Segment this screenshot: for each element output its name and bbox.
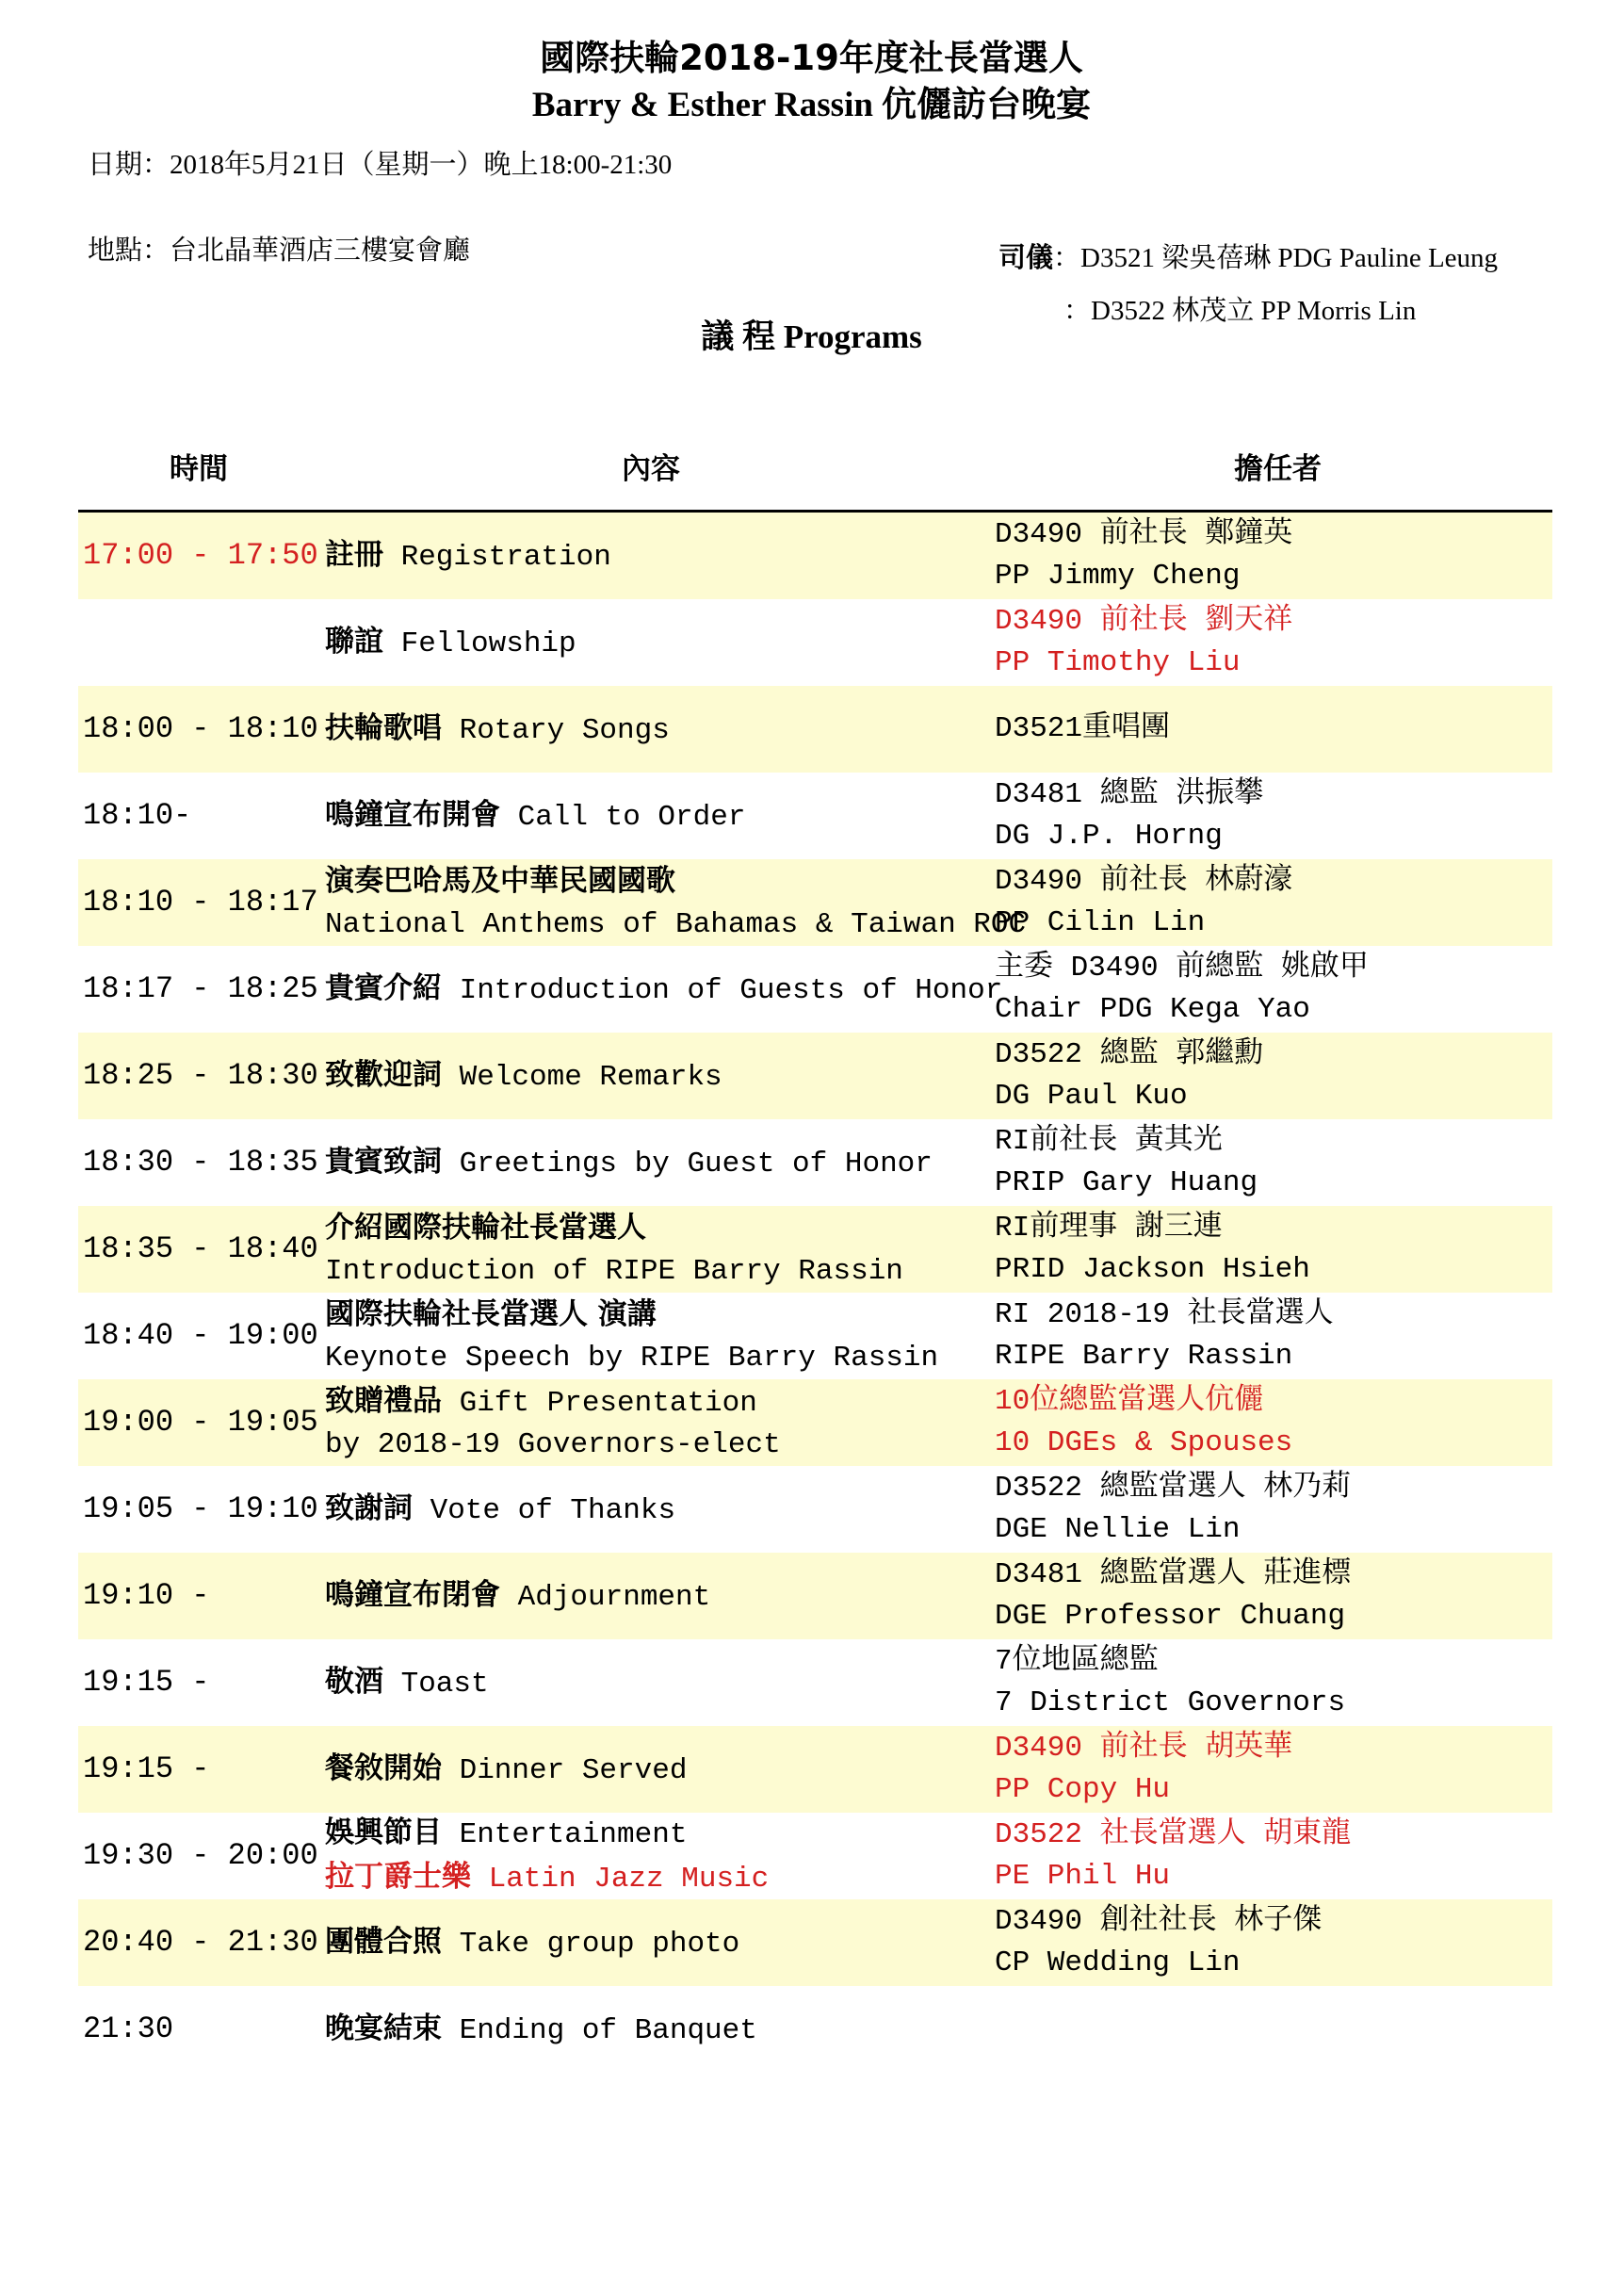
agenda-presenter [995, 1033, 1550, 1119]
agenda-time [83, 1639, 309, 1726]
agenda-content-zh: 娛興節目 [325, 1816, 442, 1849]
agenda-content-zh: 晚宴結束 [325, 2011, 442, 2045]
agenda-time-text: 18:25 - 18:30 [83, 1058, 318, 1093]
agenda-time-text: 18:40 - 19:00 [83, 1318, 318, 1353]
agenda-presenter [995, 686, 1550, 773]
agenda-presenter-line: D3490 前社長 劉天祥 [995, 605, 1293, 638]
agenda-presenter-line: CP Wedding Lin [995, 1946, 1241, 1979]
agenda-presenter [995, 599, 1550, 686]
agenda-content-en: Ending of Banquet [442, 2013, 757, 2047]
agenda-presenter-line: DG Paul Kuo [995, 1080, 1188, 1113]
emcee-2: ：D3522 林茂立 PP Morris Lin [1063, 296, 1417, 326]
agenda-presenter-line: DGE Nellie Lin [995, 1513, 1241, 1546]
agenda-time [83, 1033, 318, 1119]
agenda-content-en: Introduction of Guests of Honor [442, 973, 1003, 1007]
agenda-time-text: 18:30 - 18:35 [83, 1145, 318, 1180]
agenda-presenter-line: 7位地區總監 [995, 1645, 1159, 1678]
agenda-content-line [325, 904, 1079, 946]
agenda-content-line [325, 1207, 1079, 1251]
agenda-time-text: 18:17 - 18:25 [83, 971, 318, 1006]
agenda-time [83, 1899, 318, 1986]
agenda-content-line [325, 1574, 1079, 1619]
agenda-content-line [325, 1054, 1079, 1099]
agenda-row [78, 599, 1552, 686]
agenda-content-zh: 團體合照 [325, 1924, 442, 1959]
agenda-content-line [325, 1425, 1079, 1466]
agenda-content-en: Welcome Remarks [442, 1060, 722, 1094]
agenda-presenter-line: RI 2018-19 社長當選人 [995, 1298, 1334, 1331]
agenda-content-zh: 鳴鐘宣布閉會 [325, 1577, 500, 1612]
agenda-row [78, 1639, 1552, 1726]
agenda-content-line [325, 1338, 1079, 1379]
agenda-time [83, 686, 318, 773]
agenda-content-en: Introduction of RIPE Barry Rassin [325, 1254, 903, 1288]
agenda-presenter-line: PRID Jackson Hsieh [995, 1253, 1310, 1286]
agenda-content [325, 1986, 1079, 2073]
agenda-content-en: Registration [383, 540, 611, 574]
agenda-time-text: 19:15 - [83, 1665, 210, 1700]
agenda-presenter [995, 1899, 1550, 1986]
agenda-time-text: 19:15 - [83, 1751, 210, 1786]
agenda-row [78, 1726, 1552, 1813]
agenda-presenter [995, 1466, 1550, 1553]
agenda-presenter [995, 946, 1550, 1033]
agenda-presenter-line: D3522 總監當選人 林乃莉 [995, 1472, 1352, 1505]
agenda-time [83, 859, 318, 946]
agenda-content-zh: 鳴鐘宣布開會 [325, 797, 500, 832]
agenda-time [83, 1206, 318, 1293]
agenda-presenter-line: D3522 社長當選人 胡東龍 [995, 1818, 1352, 1851]
agenda-content-zh: 餐敘開始 [325, 1750, 442, 1785]
date-value: 2018年5月21日（星期一）晚上18:00-21:30 [170, 150, 673, 180]
agenda-presenter [995, 513, 1550, 599]
agenda-presenter-line: D3481 總監當選人 莊進標 [995, 1558, 1352, 1591]
agenda-content-line [325, 1921, 1079, 1965]
agenda-content [325, 599, 1079, 686]
agenda-content-en: Keynote Speech by RIPE Barry Rassin [325, 1341, 939, 1375]
agenda-presenter [995, 859, 1550, 946]
agenda-presenter [995, 1813, 1550, 1899]
agenda-row [78, 1813, 1552, 1899]
agenda-content-zh: 貴賓致詞 [325, 1144, 442, 1179]
agenda-content-zh: 演奏巴哈馬及中華民國國歌 [325, 863, 675, 898]
agenda-presenter-line: PE Phil Hu [995, 1860, 1171, 1893]
agenda-content-en: Fellowship [383, 627, 576, 660]
agenda-time [83, 1986, 309, 2073]
agenda-presenter-line: 主委 D3490 前總監 姚啟甲 [995, 952, 1369, 985]
agenda-time-text: 19:10 - [83, 1578, 210, 1613]
agenda-content-zh: 註冊 [325, 537, 383, 572]
agenda-presenter-line: D3490 前社長 鄭鐘英 [995, 518, 1293, 551]
agenda-presenter-line: D3481 總監 洪振攀 [995, 778, 1264, 811]
venue-label: 地點： [88, 234, 170, 266]
event-title-english: Barry & Esther Rassin 伉儷訪台晚宴 [531, 86, 1092, 124]
event-date [88, 145, 672, 184]
agenda-presenter [995, 1379, 1550, 1466]
date-label: 日期： [88, 148, 170, 180]
agenda-content-zh: 貴賓介紹 [325, 970, 442, 1005]
agenda-row [78, 1553, 1552, 1639]
agenda-content [325, 1813, 1079, 1899]
agenda-content-zh: 敬酒 [325, 1664, 383, 1699]
agenda-presenter-line: RIPE Barry Rassin [995, 1340, 1293, 1373]
agenda-presenter [995, 1639, 1550, 1726]
agenda-time [83, 946, 318, 1033]
agenda-content-en: Take group photo [442, 1927, 740, 1961]
agenda-content [325, 1206, 1079, 1293]
agenda-time-text: 19:30 - 20:00 [83, 1838, 318, 1873]
agenda-content-line [325, 1812, 1079, 1856]
agenda-presenter-line: PP Cilin Lin [995, 906, 1206, 939]
agenda-content [325, 773, 1079, 859]
agenda-presenter-line: D3521重唱團 [995, 712, 1171, 745]
agenda-row [78, 1033, 1552, 1119]
agenda-time-text: 20:40 - 21:30 [83, 1925, 318, 1960]
agenda-presenter [995, 1726, 1550, 1813]
agenda-content [325, 513, 1079, 599]
agenda-content-zh: 國際扶輪社長當選人 演講 [325, 1296, 657, 1331]
agenda-time-text: 17:00 - 17:50 [83, 538, 318, 573]
agenda-content-en: Call to Order [500, 800, 746, 834]
agenda-content-en: Toast [383, 1667, 489, 1701]
emcee-label: 司儀 [998, 241, 1054, 273]
agenda-presenter-line: PP Jimmy Cheng [995, 560, 1241, 593]
agenda-presenter-line: D3522 總監 郭繼勳 [995, 1038, 1264, 1071]
agenda-content-en: Adjournment [500, 1580, 711, 1614]
agenda-presenter [995, 773, 1550, 859]
agenda-row [78, 946, 1552, 1033]
agenda-content [325, 1293, 1079, 1379]
agenda-row [78, 513, 1552, 599]
agenda-content-en: Latin Jazz Music [471, 1863, 770, 1896]
agenda-row [78, 1293, 1552, 1379]
agenda-row [78, 686, 1552, 773]
agenda-time-text: 18:10 - 18:17 [83, 885, 318, 920]
agenda-content [325, 1033, 1079, 1119]
agenda-time-text: 19:00 - 19:05 [83, 1405, 318, 1440]
agenda-content [325, 946, 1079, 1033]
agenda-content-en: National Anthems of Bahamas & Taiwan ROC [325, 907, 1027, 941]
agenda-time-text: 18:00 - 18:10 [83, 711, 318, 746]
agenda-row [78, 1466, 1552, 1553]
agenda-presenter-line: D3490 前社長 林蔚濠 [995, 865, 1293, 898]
agenda-time [83, 773, 309, 859]
agenda-content-zh: 致歡迎詞 [325, 1057, 442, 1092]
column-header-time: 時間 [170, 452, 228, 486]
agenda-content-en: Entertainment [442, 1818, 688, 1851]
agenda-content-en: Greetings by Guest of Honor [442, 1147, 933, 1181]
agenda-time [83, 1293, 318, 1379]
agenda-presenter [995, 1293, 1550, 1379]
agenda-content-zh: 介紹國際扶輪社長當選人 [325, 1210, 646, 1245]
agenda-time [83, 1466, 318, 1553]
agenda-content-en: by 2018-19 Governors-elect [325, 1427, 781, 1461]
event-title-chinese: 國際扶輪2018-19年度社長當選人 [540, 38, 1083, 78]
programs-heading: 議 程 Programs [701, 318, 922, 355]
agenda-content [325, 1119, 1079, 1206]
agenda-row [78, 1206, 1552, 1293]
agenda-content-en: Gift Presentation [442, 1386, 757, 1420]
agenda-row [78, 1119, 1552, 1206]
agenda-time-text: 18:10- [83, 798, 192, 833]
agenda-content-line [325, 1380, 1079, 1425]
agenda-content-line [325, 1488, 1079, 1532]
agenda-content-zh: 致贈禮品 [325, 1383, 442, 1418]
agenda-presenter-line: RI前理事 謝三連 [995, 1212, 1223, 1245]
agenda-presenter-line: 10 DGEs & Spouses [995, 1426, 1293, 1459]
agenda-content-line [325, 2008, 1079, 2052]
agenda-time [83, 1726, 309, 1813]
agenda-row [78, 773, 1552, 859]
agenda-content-zh: 聯誼 [325, 624, 383, 659]
agenda-time-text: 21:30 [83, 2011, 174, 2046]
agenda-time-text: 19:05 - 19:10 [83, 1491, 318, 1526]
agenda-presenter-line: 7 District Governors [995, 1686, 1346, 1719]
agenda-content-en: Rotary Songs [442, 713, 670, 747]
venue-value: 台北晶華酒店三樓宴會廳 [170, 236, 471, 266]
agenda-content [325, 1899, 1079, 1986]
agenda-time [83, 1119, 318, 1206]
agenda-presenter-line: RI前社長 黃其光 [995, 1125, 1223, 1158]
agenda-row [78, 1379, 1552, 1466]
agenda-content-line [325, 708, 1079, 752]
agenda-content [325, 686, 1079, 773]
agenda-time [83, 1813, 318, 1899]
agenda-row [78, 1986, 1552, 2073]
event-venue [88, 231, 470, 269]
agenda-content-line [325, 860, 1079, 904]
agenda-content-line [325, 794, 1079, 839]
agenda-content-en: Dinner Served [442, 1753, 688, 1787]
emcee-1: ：D3521 梁吳蓓琳 PDG Pauline Leung [1053, 243, 1499, 273]
agenda-content-line [325, 1856, 1079, 1900]
agenda-row [78, 1899, 1552, 1986]
agenda-presenter-line: DGE Professor Chuang [995, 1600, 1346, 1633]
agenda-content-line [325, 1141, 1079, 1185]
agenda-content-line [325, 534, 1079, 578]
agenda-presenter [995, 1553, 1550, 1639]
agenda-content-zh: 拉丁爵士樂 [325, 1860, 471, 1894]
agenda-row [78, 859, 1552, 946]
agenda-content-zh: 扶輪歌唱 [325, 710, 442, 745]
agenda-presenter-line: PRIP Gary Huang [995, 1166, 1258, 1199]
agenda-time [83, 599, 309, 686]
agenda-presenter [995, 1206, 1550, 1293]
agenda-content-line [325, 1661, 1079, 1705]
agenda-presenter [995, 1119, 1550, 1206]
agenda-presenter-line: PP Timothy Liu [995, 646, 1241, 679]
column-header-content: 內容 [622, 452, 680, 486]
agenda-presenter-line: 10位總監當選人伉儷 [995, 1385, 1264, 1418]
agenda-content [325, 1553, 1079, 1639]
agenda-content-line [325, 1748, 1079, 1792]
agenda-content-zh: 致謝詞 [325, 1490, 413, 1525]
agenda-table [78, 513, 1552, 2073]
agenda-presenter-line: D3490 創社社長 林子傑 [995, 1905, 1323, 1938]
agenda-content-line [325, 968, 1079, 1012]
agenda-time [83, 1379, 318, 1466]
agenda-time-text: 18:35 - 18:40 [83, 1231, 318, 1266]
agenda-content-line [325, 1294, 1079, 1338]
agenda-presenter-line: Chair PDG Kega Yao [995, 993, 1310, 1026]
agenda-content [325, 859, 1079, 946]
agenda-content-line [325, 621, 1079, 665]
agenda-content [325, 1466, 1079, 1553]
agenda-content [325, 1726, 1079, 1813]
agenda-content-en: Vote of Thanks [413, 1493, 676, 1527]
agenda-content [325, 1639, 1079, 1726]
agenda-time [83, 1553, 309, 1639]
agenda-presenter-line: D3490 前社長 胡英華 [995, 1732, 1293, 1765]
agenda-presenter-line: DG J.P. Horng [995, 820, 1223, 853]
agenda-content-line [325, 1251, 1079, 1293]
agenda-content [325, 1379, 1079, 1466]
agenda-time [83, 513, 318, 599]
agenda-presenter-line: PP Copy Hu [995, 1773, 1171, 1806]
emcee-row-1 [998, 231, 1498, 285]
agenda-presenter [995, 1986, 1550, 2073]
column-header-by: 擔任者 [1234, 452, 1322, 486]
